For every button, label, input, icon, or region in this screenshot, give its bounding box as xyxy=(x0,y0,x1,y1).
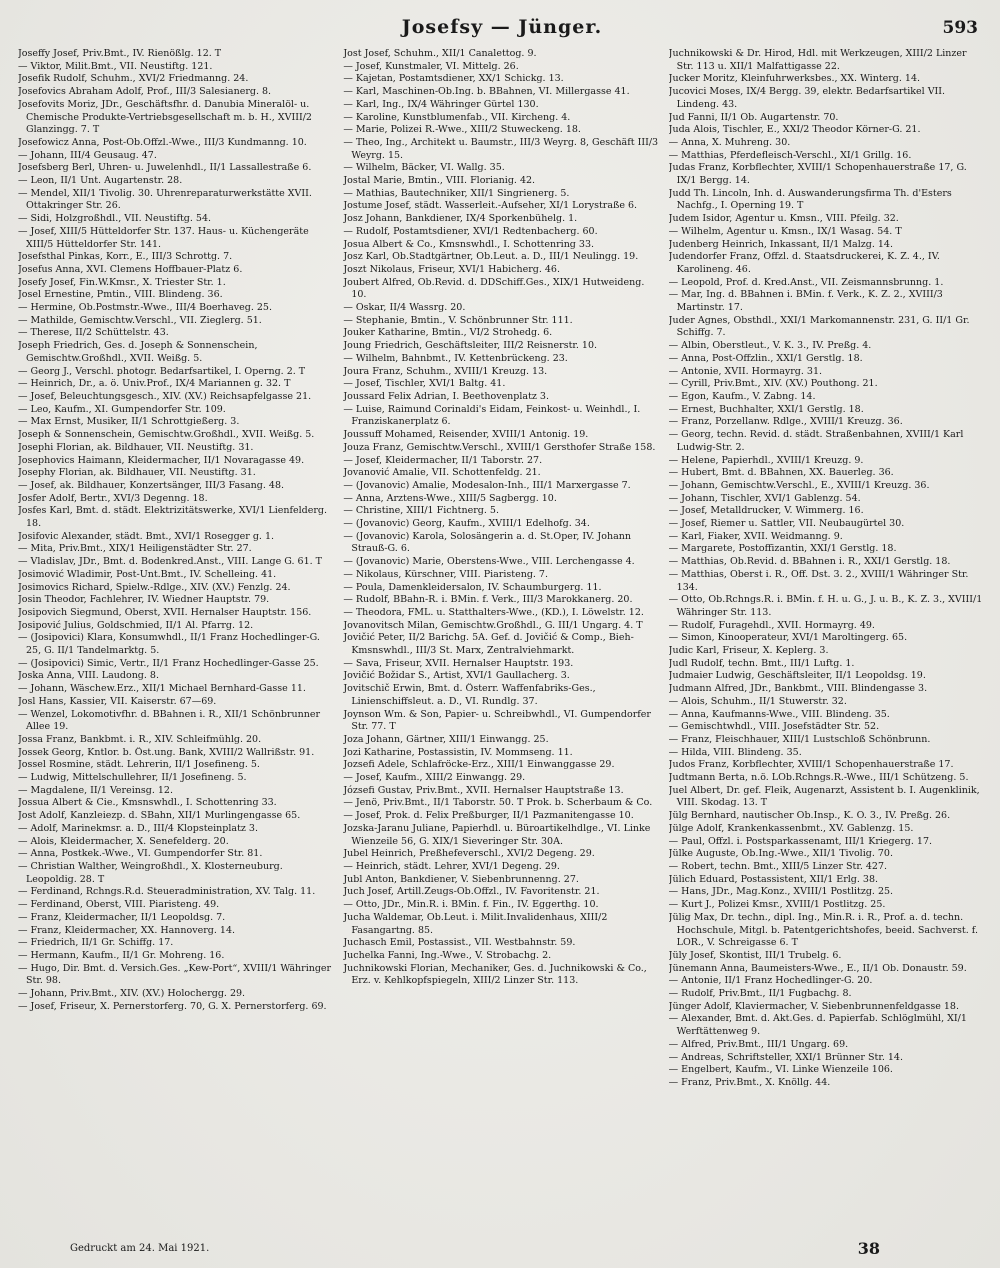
sub-entry: — Karl, Fiaker, XVII. Weidmanng. 9. xyxy=(668,530,843,542)
sub-entry: — Magdalene, II/1 Vereinsg. 12. xyxy=(18,784,173,796)
directory-entry: Jovanovitsch Milan, Gemischtw.Großhdl., G. III/1 Ungarg. 4. T xyxy=(343,619,643,631)
directory-entry: Judenberg Heinrich, Inkassant, II/1 Malzg. 14. xyxy=(668,238,893,250)
directory-entry: Jozi Katharine, Postassistin, IV. Mommseng. 11. xyxy=(343,746,573,758)
sub-entry: — Hermann, Kaufm., II/1 Gr. Mohreng. 16. xyxy=(18,949,225,961)
column-2 xyxy=(343,48,660,1218)
sub-entry: — Ferdinand, Oberst, VIII. Piaristeng. 49. xyxy=(18,899,220,911)
directory-entry: Jostal Marie, Bmtin., VIII. Florianig. 42. xyxy=(343,175,536,187)
sub-entry: — Franz, Fleischhauer, XIII/1 Lustschloß Schönbrunn. xyxy=(668,733,931,745)
sub-entry: — Max Ernst, Musiker, II/1 Schrottgießerg. 3. xyxy=(18,416,240,428)
sub-entry: — Engelbert, Kaufm., VI. Linke Wienzeile 106. xyxy=(668,1064,893,1076)
directory-entry: Jülig Max, Dr. techn., dipl. Ing., Min.R. i. R., Prof. a. d. techn. Hochschule, Mitgl. b. Patentgerichtshofes, beeid. Sachverst. f. LOR., V. Schreigasse 6. T xyxy=(668,911,978,949)
sub-entry: — (Jovanovic) Amalie, Modesalon-Inh., III/1 Marxergasse 7. xyxy=(343,479,631,491)
sub-entry: — Josef, Metalldrucker, V. Wimmerg. 16. xyxy=(668,505,864,517)
directory-entry: Josefy Josef, Fin.W.Kmsr., X. Triester Str. 1. xyxy=(18,276,226,288)
sub-entry: — Johann, III/4 Geusaug. 47. xyxy=(18,149,157,161)
sub-entry: — Anna, Arztens-Wwe., XIII/5 Sagbergg. 10. xyxy=(343,492,557,504)
sub-entry: — Kurt J., Polizei Kmsr., XVIII/1 Postlitzg. 25. xyxy=(668,899,886,911)
directory-entry: Juch Josef, Artill.Zeugs-Ob.Offzl., IV. Favoritenstr. 21. xyxy=(343,886,600,898)
sub-entry: — (Josipovici) Simic, Vertr., II/1 Franz Hochedlinger-Gasse 25. xyxy=(18,657,319,669)
sub-entry: — Alois, Schuhm., II/1 Stuwerstr. 32. xyxy=(668,695,847,707)
directory-entry: Jozsefi Adele, Schlafröcke-Erz., XIII/1 Einwanggasse 29. xyxy=(343,759,615,771)
directory-entry: Jovitschič Erwin, Bmt. d. Österr. Waffenfabriks-Ges., Linienschiffsleut. a. D., VI. Rundlg. 37. xyxy=(343,683,596,707)
signature-mark: 38 xyxy=(857,1239,880,1258)
sub-entry: — Josef, Riemer u. Sattler, VII. Neubaugürtel 30. xyxy=(668,518,905,530)
sub-entry: — Josef, Prok. d. Felix Preßburger, II/1 Pazmanitengasse 10. xyxy=(343,810,634,822)
sub-entry: — Albin, Oberstleut., V. K. 3., IV. Preßg. 4. xyxy=(668,340,872,352)
directory-entry: Josefowicz Anna, Post-Ob.Offzl.-Wwe., III/3 Kundmanng. 10. xyxy=(18,136,307,148)
sub-entry: — Stephanie, Bmtin., V. Schönbrunner Str. 111. xyxy=(343,314,573,326)
sub-entry: — Karl, Ing., IX/4 Währinger Gürtel 130. xyxy=(343,98,539,110)
sub-entry: — Mathilde, Gemischtw.Verschl., VII. Zieglerg. 51. xyxy=(18,314,262,326)
directory-entry: Judmaier Ludwig, Geschäftsleiter, II/1 Leopoldsg. 19. xyxy=(668,670,926,682)
directory-entry: Juchelka Fanni, Ing.-Wwe., V. Strobachg. 2. xyxy=(343,949,552,961)
directory-entry: Juel Albert, Dr. gef. Fleik, Augenarzt, Assistent b. I. Augenklinik, VIII. Skodag. 13. T xyxy=(668,784,980,809)
sub-entry: — Josef, Friseur, X. Pernerstorferg. 70, G. X. Pernerstorferg. 69. xyxy=(18,1000,327,1012)
directory-entry: Josimović Wladimir, Post-Unt.Bmt., IV. Schelleing. 41. xyxy=(18,568,277,580)
directory-entry: Josipović Julius, Goldschmied, II/1 Al. Pfarrg. 12. xyxy=(18,619,254,631)
sub-entry: — Oskar, II/4 Wassrg. 20. xyxy=(343,302,466,314)
sub-entry: — (Josipovici) Klara, Konsumwhdl., II/1 Franz Hochedlinger-G. 25, G. II/1 Tandelmarktg. 5. xyxy=(18,632,320,657)
sub-entry: — Anna, Post-Offzlin., XXI/1 Gerstlg. 18. xyxy=(668,352,863,364)
directory-entry: Jucker Moritz, Kleinfuhrwerksbes., XX. Winterg. 14. xyxy=(668,73,921,85)
directory-entry: Josimovics Richard, Spielw.-Rdlge., XIV. (XV.) Fenzlg. 24. xyxy=(18,581,291,593)
sub-entry: — Gemischtwhdl., VIII. Josefstädter Str. 52. xyxy=(668,721,880,733)
sub-entry: — Hubert, Bmt. d. BBahnen, XX. Bauerleg. 36. xyxy=(668,467,894,479)
directory-entry: Jucha Waldemar, Ob.Leut. i. Milit.Invalidenhaus, XIII/2 Fasangartng. 85. xyxy=(343,911,608,936)
sub-entry: — Karoline, Kunstblumenfab., VII. Kircheng. 4. xyxy=(343,111,571,123)
directory-entry: Josefik Rudolf, Schuhm., XVI/2 Friedmanng. 24. xyxy=(18,73,249,85)
sub-entry: — Alfred, Priv.Bmt., III/1 Ungarg. 69. xyxy=(668,1038,849,1050)
directory-entry: Josz Johann, Bankdiener, IX/4 Sporkenbühelg. 1. xyxy=(343,213,578,225)
sub-entry: — Ernest, Buchhalter, XXI/1 Gerstlg. 18. xyxy=(668,403,864,415)
directory-entry: Joseffy Josef, Priv.Bmt., IV. Rienößlg. 12. T xyxy=(18,48,222,59)
sub-entry: — Nikolaus, Kürschner, VIII. Piaristeng. 7. xyxy=(343,568,549,580)
sub-entry: — Matthias, Ob.Revid. d. BBahnen i. R., XXI/1 Gerstlg. 18. xyxy=(668,556,951,568)
directory-entry: Jovičić Božidar S., Artist, XVI/1 Gaullacherg. 3. xyxy=(343,670,570,682)
sub-entry: — Christian Walther, Weingroßhdl., X. Klosterneuburg. Leopoldig. 28. T xyxy=(18,861,283,885)
directory-entry: Josephovics Haimann, Kleidermacher, II/1 Novaragasse 49. xyxy=(18,454,305,466)
sub-entry: — Otto, Ob.Rchngs.R. i. BMin. f. H. u. G., J. u. B., K. Z. 3., XVIII/1 Währinger Str. 113. xyxy=(668,594,983,618)
sub-entry: — Therese, II/2 Schüttelstr. 43. xyxy=(18,327,169,339)
directory-entry: Joszt Nikolaus, Friseur, XVI/1 Habicherg. 46. xyxy=(343,263,561,275)
sub-entry: — Franz, Kleidermacher, XX. Hannoverg. 14. xyxy=(18,924,236,936)
sub-entry: — Josef, Kaufm., XIII/2 Einwangg. 29. xyxy=(343,772,526,784)
directory-entry: Juder Agnes, Obsthdl., XXI/1 Markomannenstr. 231, G. II/1 Gr. Schiffg. 7. xyxy=(668,314,970,339)
directory-entry: Jostume Josef, städt. Wasserleit.-Aufseher, XI/1 Lorystraße 6. xyxy=(343,200,638,212)
directory-entry: Juchnikowski & Dr. Hirod, Hdl. mit Werkzeugen, XIII/2 Linzer Str. 113 u. XII/1 Malfattigasse 22. xyxy=(668,48,967,72)
sub-entry: — Wilhelm, Agentur u. Kmsn., IX/1 Wasag. 54. T xyxy=(668,225,902,237)
sub-entry: — Paul, Offzl. i. Postsparkassenamt, III/1 Kriegerg. 17. xyxy=(668,835,933,847)
sub-entry: — Antonie, XVII. Hormayrg. 31. xyxy=(668,365,823,377)
directory-entry: Josefovits Moriz, JDr., Geschäftsfhr. d. Danubia Mineralöl- u. Chemische Produkte-Vertriebsgesellschaft m. b. H., XVIII/2 Glanzingg. 7. T xyxy=(18,98,312,136)
directory-entry: Jülich Eduard, Postassistent, XII/1 Erlg. 38. xyxy=(668,873,879,885)
directory-entry: Joza Johann, Gärtner, XIII/1 Einwangg. 25. xyxy=(343,733,549,745)
sub-entry: — Heinrich, städt. Lehrer, XVI/1 Degeng. 29. xyxy=(343,861,560,872)
sub-entry: — Franz, Kleidermacher, II/1 Leopoldsg. 7. xyxy=(18,911,226,923)
directory-entry: Jünemann Anna, Baumeisters-Wwe., E., II/1 Ob. Donaustr. 59. xyxy=(668,962,967,974)
directory-entry: Josefsthal Pinkas, Korr., E., III/3 Schrottg. 7. xyxy=(18,251,233,263)
sub-entry: — Antonie, II/1 Franz Hochedlinger-G. 20. xyxy=(668,975,873,987)
sub-entry: — Mita, Priv.Bmt., XIX/1 Heiligenstädter Str. 27. xyxy=(18,543,252,555)
directory-entry: Josipovich Siegmund, Oberst, XVII. Hernalser Hauptstr. 156. xyxy=(18,606,312,618)
sub-entry: — Wilhelm, Bäcker, VI. Wallg. 35. xyxy=(343,162,505,174)
directory-entry: Jozska-Jaranu Juliane, Papierhdl. u. Büroartikelhdlge., VI. Linke Wienzeile 56, G. XIX/1 Sieveringer Str. 30A. xyxy=(343,822,651,847)
sub-entry: — Adolf, Marinekmsr. a. D., III/4 Klopsteinplatz 3. xyxy=(18,822,258,834)
sub-entry: — Wilhelm, Bahnbmt., IV. Kettenbrückeng. 23. xyxy=(343,352,568,364)
columns xyxy=(18,48,986,1218)
sub-entry: — Egon, Kaufm., V. Zabng. 14. xyxy=(668,390,816,402)
sub-entry: — Johann, Gemischtw.Verschl., E., XVIII/1 Kreuzg. 36. xyxy=(668,479,930,491)
sub-entry: — Alois, Kleidermacher, X. Senefelderg. 20. xyxy=(18,835,229,847)
sub-entry: — Josef, Beleuchtungsgesch., XIV. (XV.) Reichsapfelgasse 21. xyxy=(18,390,312,402)
sub-entry: — Josef, Kunstmaler, VI. Mittelg. 26. xyxy=(343,60,519,72)
sub-entry: — (Jovanovic) Marie, Oberstens-Wwe., VIII. Lerchengasse 4. xyxy=(343,556,635,568)
sub-entry: — Hans, JDr., Mag.Konz., XVIII/1 Postlitzg. 25. xyxy=(668,886,894,898)
directory-entry: Jünger Adolf, Klaviermacher, V. Siebenbrunnenfeldgasse 18. xyxy=(668,1000,959,1012)
directory-entry: Jülge Adolf, Krankenkassenbmt., XV. Gablenzg. 15. xyxy=(668,822,914,834)
directory-entry: Josifovic Alexander, städt. Bmt., XVI/1 Rosegger g. 1. xyxy=(18,530,275,542)
column-3 xyxy=(669,48,986,1218)
sub-entry: — Friedrich, II/1 Gr. Schiffg. 17. xyxy=(18,937,174,949)
print-date: Gedruckt am 24. Mai 1921. xyxy=(70,1243,210,1254)
directory-entry: Jossel Rosmine, städt. Lehrerin, II/1 Josefineng. 5. xyxy=(18,759,260,771)
directory-entry: Joussuff Mohamed, Reisender, XVIII/1 Antonig. 19. xyxy=(343,429,589,441)
directory-entry: Jucovici Moses, IX/4 Bergg. 39, elektr. Bedarfsartikel VII. Lindeng. 43. xyxy=(668,86,946,110)
directory-entry: Josel Ernestine, Pmtin., VIII. Blindeng. 36. xyxy=(18,289,223,301)
directory-entry: Jouker Katharine, Bmtin., VI/2 Strohedg. 6. xyxy=(343,327,553,339)
sub-entry: — Mar, Ing. d. BBahnen i. BMin. f. Verk., K. Z. 2., XVIII/3 Martinstr. 17. xyxy=(668,289,943,314)
sub-entry: — Simon, Kinooperateur, XVI/1 Maroltingerg. 65. xyxy=(668,632,908,644)
sub-entry: — Christine, XIII/1 Fichtnerg. 5. xyxy=(343,505,499,517)
directory-entry: Judtmann Berta, n.ö. LOb.Rchngs.R.-Wwe., III/1 Schützeng. 5. xyxy=(668,772,969,784)
sub-entry: — Mathias, Bautechniker, XII/1 Singrienerg. 5. xyxy=(343,187,570,199)
directory-entry: Jülg Bernhard, nautischer Ob.Insp., K. O. 3., IV. Preßg. 26. xyxy=(668,810,951,822)
directory-entry: Jost Adolf, Kanzleiezp. d. SBahn, XII/1 Murlingengasse 65. xyxy=(18,810,301,822)
sub-entry: — Rudolf, Postamtsdiener, XVI/1 Redtenbacherg. 60. xyxy=(343,225,598,237)
page-number: 593 xyxy=(942,18,978,38)
sub-entry: — Ludwig, Mittelschullehrer, II/1 Josefineng. 5. xyxy=(18,772,247,784)
directory-entry: Jülke Auguste, Ob.Ing.-Wwe., XII/1 Tivolig. 70. xyxy=(668,848,893,860)
sub-entry: — Leopold, Prof. d. Kred.Anst., VII. Zeismannsbrunng. 1. xyxy=(668,276,944,288)
sub-entry: — Hugo, Dir. Bmt. d. Versich.Ges. „Kew-Port“, XVIII/1 Währinger Str. 98. xyxy=(18,962,332,987)
directory-entry: Józsefi Gustav, Priv.Bmt., XVII. Hernalser Hauptstraße 13. xyxy=(343,784,624,796)
directory-entry: Judic Karl, Friseur, X. Keplerg. 3. xyxy=(668,645,829,657)
directory-entry: Jossua Albert & Cie., Kmsnswhdl., I. Schottenring 33. xyxy=(18,797,277,809)
directory-entry: Josfes Karl, Bmt. d. städt. Elektrizitätswerke, XVI/1 Lienfelderg. 18. xyxy=(18,505,328,530)
sub-entry: — Heinrich, Dr., a. ö. Univ.Prof., IX/4 Mariannen g. 32. T xyxy=(18,378,291,390)
directory-entry: Jubl Anton, Bankdiener, V. Siebenbrunnenng. 27. xyxy=(343,873,579,885)
directory-entry: Juda Alois, Tischler, E., XXI/2 Theodor Körner-G. 21. xyxy=(668,124,921,136)
sub-entry: — Johann, Wäschew.Erz., XII/1 Michael Bernhard-Gasse 11. xyxy=(18,683,306,695)
sub-entry: — Matthias, Oberst i. R., Off. Dst. 3. 2., XVIII/1 Währinger Str. 134. xyxy=(668,568,969,593)
directory-entry: Jovanović Amalie, VII. Schottenfeldg. 21. xyxy=(343,467,541,479)
directory-entry: Jouza Franz, Gemischtw.Verschl., XVIII/1 Gersthofer Straße 158. xyxy=(343,441,656,453)
sub-entry: — Franz, Porzellanw. Rdlge., XVIII/1 Kreuzg. 36. xyxy=(668,416,903,428)
directory-entry: Jovičić Peter, II/2 Barichg. 5A. Gef. d. Jovičić & Comp., Bieh-Kmsnswhdl., III/3 St. Marx, Zentralviehmarkt. xyxy=(343,632,634,657)
directory-entry: Josfer Adolf, Bertr., XVI/3 Degenng. 18. xyxy=(18,492,208,504)
directory-entry: Jost Josef, Schuhm., XII/1 Canalettog. 9. xyxy=(343,48,537,59)
directory-entry: Josephy Florian, ak. Bildhauer, VII. Neustiftg. 31. xyxy=(18,467,256,479)
sub-entry: — Josef, Tischler, XVI/1 Baltg. 41. xyxy=(343,378,506,390)
sub-entry: — (Jovanovic) Karola, Solosängerin a. d. St.Oper, IV. Johann Strauß-G. 6. xyxy=(343,530,631,555)
directory-entry: Joubert Alfred, Ob.Revid. d. DDSchiff.Ges., XIX/1 Hutweideng. 10. xyxy=(343,276,645,301)
directory-entry: Judmann Alfred, JDr., Bankbmt., VIII. Blindengasse 3. xyxy=(668,683,928,695)
sub-entry: — Rudolf, Furagehdl., XVII. Hormayrg. 49. xyxy=(668,619,875,631)
sub-entry: — Karl, Maschinen-Ob.Ing. b. BBahnen, VI. Millergasse 41. xyxy=(343,86,630,98)
sub-entry: — Ferdinand, Rchngs.R.d. Steueradministration, XV. Talg. 11. xyxy=(18,886,316,898)
sub-entry: — Sava, Friseur, XVII. Hernalser Hauptstr. 193. xyxy=(343,657,574,669)
sub-entry: — Georg, techn. Revid. d. städt. Straßenbahnen, XVIII/1 Karl Ludwig-Str. 2. xyxy=(668,429,964,453)
directory-entry: Judendorfer Franz, Offzl. d. Staatsdruckerei, K. Z. 4., IV. Karolineng. 46. xyxy=(668,251,940,275)
sub-entry: — Robert, techn. Bmt., XIII/5 Linzer Str. 427. xyxy=(668,861,888,872)
sub-entry: — Marie, Polizei R.-Wwe., XIII/2 Stuweckeng. 18. xyxy=(343,124,581,136)
sub-entry: — Hilda, VIII. Blindeng. 35. xyxy=(668,746,802,758)
directory-entry: Jossek Georg, Kntlor. b. Öst.ung. Bank, XVIII/2 Wallrißstr. 91. xyxy=(18,746,315,758)
sub-entry: — Luise, Raimund Corinaldi's Eidam, Feinkost- u. Weinhdl., I. Franziskanerplatz 6. xyxy=(343,403,641,428)
sub-entry: — Hermine, Ob.Postmstr.-Wwe., III/4 Boerhaveg. 25. xyxy=(18,302,272,314)
page-title: Josefsy — Jünger. xyxy=(401,16,603,38)
sub-entry: — Anna, Postkek.-Wwe., VI. Gumpendorfer Str. 81. xyxy=(18,848,263,860)
sub-entry: — Andreas, Schriftsteller, XXI/1 Brünner Str. 14. xyxy=(668,1051,903,1063)
sub-entry: — Wenzel, Lokomotivfhr. d. BBahnen i. R., XII/1 Schönbrunner Allee 19. xyxy=(18,708,321,733)
directory-entry: Juchnikowski Florian, Mechaniker, Ges. d. Juchnikowski & Co., Erz. v. Kehlkopfspiegeln, XIII/2 Linzer Str. 113. xyxy=(343,962,647,987)
directory-entry: Josz Karl, Ob.Stadtgärtner, Ob.Leut. a. D., III/1 Neulingg. 19. xyxy=(343,251,639,263)
directory-entry: Josefovics Abraham Adolf, Prof., III/3 Salesianerg. 8. xyxy=(18,86,272,98)
sub-entry: — Vladislav, JDr., Bmt. d. Bodenkred.Anst., VIII. Lange G. 61. T xyxy=(18,556,323,568)
page-header xyxy=(18,10,986,48)
directory-entry: Judem Isidor, Agentur u. Kmsn., VIII. Pfeilg. 32. xyxy=(668,213,899,225)
directory-entry: Josefus Anna, XVI. Clemens Hoffbauer-Platz 6. xyxy=(18,263,243,275)
directory-entry: Judl Rudolf, techn. Bmt., III/1 Luftg. 1. xyxy=(668,657,855,669)
directory-entry: Josl Hans, Kassier, VII. Kaiserstr. 67—69. xyxy=(18,695,217,707)
directory-entry: Josua Albert & Co., Kmsnswhdl., I. Schottenring 33. xyxy=(343,238,595,250)
directory-entry: Juchasch Emil, Postassist., VII. Westbahnstr. 59. xyxy=(343,937,576,949)
sub-entry: — Helene, Papierhdl., XVIII/1 Kreuzg. 9. xyxy=(668,454,864,466)
sub-entry: — Rudolf, BBahn-R. i. BMin. f. Verk., III/3 Marokkanerg. 20. xyxy=(343,594,633,606)
directory-entry: Joska Anna, VIII. Laudong. 8. xyxy=(18,670,159,682)
directory-entry: Joura Franz, Schuhm., XVIII/1 Kreuzg. 13. xyxy=(343,365,548,377)
directory-entry: Jubel Heinrich, Preßhefeverschl., XVI/2 Degeng. 29. xyxy=(343,848,595,860)
directory-entry: Josefsberg Berl, Uhren- u. Juwelenhdl., II/1 Lassallestraße 6. xyxy=(18,162,312,174)
directory-entry: Jüly Josef, Skontist, III/1 Trubelg. 6. xyxy=(668,949,842,961)
sub-entry: — Georg J., Verschl. photogr. Bedarfsartikel, I. Operng. 2. T xyxy=(18,365,306,377)
directory-entry: Judos Franz, Korbflechter, XVIII/1 Schopenhauerstraße 17. xyxy=(668,759,954,771)
sub-entry: — Rudolf, Priv.Bmt., II/1 Fugbachg. 8. xyxy=(668,988,852,1000)
sub-entry: — Josef, XIII/5 Hütteldorfer Str. 137. Haus- u. Küchengeräte XIII/5 Hütteldorfer Str. 141. xyxy=(18,225,309,250)
sub-entry: — Mendel, XII/1 Tivolig. 30. Uhrenreparaturwerkstätte XVII. Ottakringer Str. 26. xyxy=(18,187,312,212)
column-1 xyxy=(18,48,335,1218)
sub-entry: — (Jovanovic) Georg, Kaufm., XVIII/1 Edelhofg. 34. xyxy=(343,518,590,530)
sub-entry: — Johann, Priv.Bmt., XIV. (XV.) Holochergg. 29. xyxy=(18,988,246,1000)
sub-entry: — Johann, Tischler, XVI/1 Gablenzg. 54. xyxy=(668,492,861,504)
directory-entry: Jud Fanni, II/1 Ob. Augartenstr. 70. xyxy=(668,111,839,123)
sub-entry: — Sidi, Holzgroßhdl., VII. Neustiftg. 54. xyxy=(18,213,212,225)
sub-entry: — Franz, Priv.Bmt., X. Knöllg. 44. xyxy=(668,1076,831,1088)
sub-entry: — Matthias, Pferdefleisch-Verschl., XI/1 Grillg. 16. xyxy=(668,149,912,161)
sub-entry: — Leo, Kaufm., XI. Gumpendorfer Str. 109. xyxy=(18,403,226,415)
sub-entry: — Margarete, Postoffizantin, XXI/1 Gerstlg. 18. xyxy=(668,543,897,555)
sub-entry: — Leon, II/1 Unt. Augartenstr. 28. xyxy=(18,175,183,187)
sub-entry: — Otto, JDr., Min.R. i. BMin. f. Fin., IV. Eggerthg. 10. xyxy=(343,899,599,911)
sub-entry: — Josef, Kleidermacher, II/1 Taborstr. 27. xyxy=(343,454,543,466)
directory-entry: Judd Th. Lincoln, Inh. d. Auswanderungsfirma Th. d'Esters Nachfg., I. Operning 19. T xyxy=(668,187,952,212)
directory-entry: Joseph & Sonnenschein, Gemischtw.Großhdl., XVII. Weißg. 5. xyxy=(18,429,315,441)
sub-entry: — Viktor, Milit.Bmt., VII. Neustiftg. 121. xyxy=(18,60,213,72)
sub-entry: — Jenö, Priv.Bmt., II/1 Taborstr. 50. T Prok. b. Scherbaum & Co. xyxy=(343,797,653,809)
sub-entry: — Alexander, Bmt. d. Akt.Ges. d. Papierfab. Schlöglmühl, XI/1 Werftättenweg 9. xyxy=(668,1013,967,1038)
directory-entry: Joung Friedrich, Geschäftsleiter, III/2 Reisnerstr. 10. xyxy=(343,340,598,352)
directory-entry: Josephi Florian, ak. Bildhauer, VII. Neustiftg. 31. xyxy=(18,441,254,453)
sub-entry: — Theodora, FML. u. Statthalters-Wwe., (KD.), I. Löwelstr. 12. xyxy=(343,606,644,618)
directory-entry: Jossa Franz, Bankbmt. i. R., XIV. Schleifmühlg. 20. xyxy=(18,733,262,745)
sub-entry: — Anna, Kaufmanns-Wwe., VIII. Blindeng. 35. xyxy=(668,708,890,720)
sub-entry: — Poula, Damenkleidersalon, IV. Schaumburgerg. 11. xyxy=(343,581,602,593)
directory-entry: Joseph Friedrich, Ges. d. Joseph & Sonnenschein, Gemischtw.Großhdl., XVII. Weißg. 5. xyxy=(18,340,258,364)
directory-entry: Joynson Wm. & Son, Papier- u. Schreibwhdl., VI. Gumpendorfer Str. 77. T xyxy=(343,708,651,733)
sub-entry: — Theo, Ing., Architekt u. Baumstr., III/3 Weyrg. 8, Geschäft III/3 Weyrg. 15. xyxy=(343,136,659,161)
sub-entry: — Anna, X. Muhreng. 30. xyxy=(668,136,791,148)
directory-entry: Judas Franz, Korbflechter, XVIII/1 Schopenhauerstraße 17, G. IX/1 Bergg. 14. xyxy=(668,162,967,187)
directory-entry: Josin Theodor, Fachlehrer, IV. Wiedner Hauptstr. 79. xyxy=(18,594,270,606)
sub-entry: — Josef, ak. Bildhauer, Konzertsänger, III/3 Fasang. 48. xyxy=(18,479,285,491)
sub-entry: — Cyrill, Priv.Bmt., XIV. (XV.) Pouthong. 21. xyxy=(668,378,878,390)
directory-entry: Joussard Felix Adrian, I. Beethovenplatz 3. xyxy=(343,390,549,402)
sub-entry: — Kajetan, Postamtsdiener, XX/1 Schickg. 13. xyxy=(343,73,564,85)
